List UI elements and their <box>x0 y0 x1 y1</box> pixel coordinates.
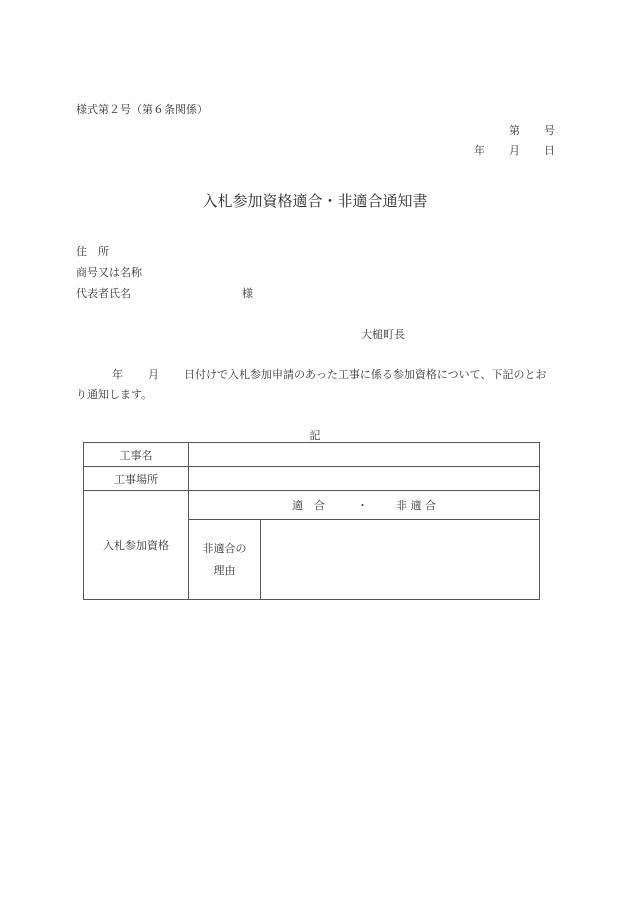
reason-label <box>189 520 261 600</box>
reason-value <box>261 520 540 600</box>
body-month: 月 <box>148 368 159 381</box>
document-title: 入札参加資格適合・非適合通知書 <box>202 192 428 210</box>
detail-table <box>83 442 540 600</box>
date-day: 日 <box>544 144 555 157</box>
document-number <box>509 122 555 138</box>
form-number: 様式第２号（第６条関係） <box>76 103 208 116</box>
reason-label-line2: 理由 <box>213 563 236 577</box>
address-label: 住 所 <box>76 245 109 258</box>
eligibility-label: 入札参加資格 <box>84 491 189 600</box>
document-date <box>474 142 555 158</box>
ki-heading: 記 <box>309 429 321 442</box>
choice-separator: ・ <box>357 499 368 512</box>
body-paragraph <box>76 365 556 405</box>
doc-no-suffix: 号 <box>544 124 555 137</box>
honorific: 様 <box>242 287 253 300</box>
construction-place-value <box>189 467 540 491</box>
construction-name-value <box>189 443 540 467</box>
company-name-label: 商号又は名称 <box>76 266 142 279</box>
date-month: 月 <box>509 144 520 157</box>
body-text: 日付けで入札参加申請のあった工事に係る参加資格について、下記のとおり通知します。 <box>76 368 547 401</box>
construction-place-label: 工事場所 <box>84 467 189 491</box>
reason-label-line1: 非適合の <box>202 541 247 555</box>
construction-name-label: 工事名 <box>84 443 189 467</box>
choice-fit: 適 合 <box>292 499 325 512</box>
table-row <box>84 467 540 491</box>
representative-label: 代表者氏名 <box>76 287 131 300</box>
issuer: 大槌町長 <box>361 328 405 341</box>
eligibility-result <box>189 491 540 520</box>
doc-no-prefix: 第 <box>509 124 520 137</box>
table-row <box>84 443 540 467</box>
choice-unfit: 非 適 合 <box>396 499 436 512</box>
date-year: 年 <box>474 144 485 157</box>
body-year: 年 <box>112 368 123 381</box>
table-row <box>84 491 540 520</box>
